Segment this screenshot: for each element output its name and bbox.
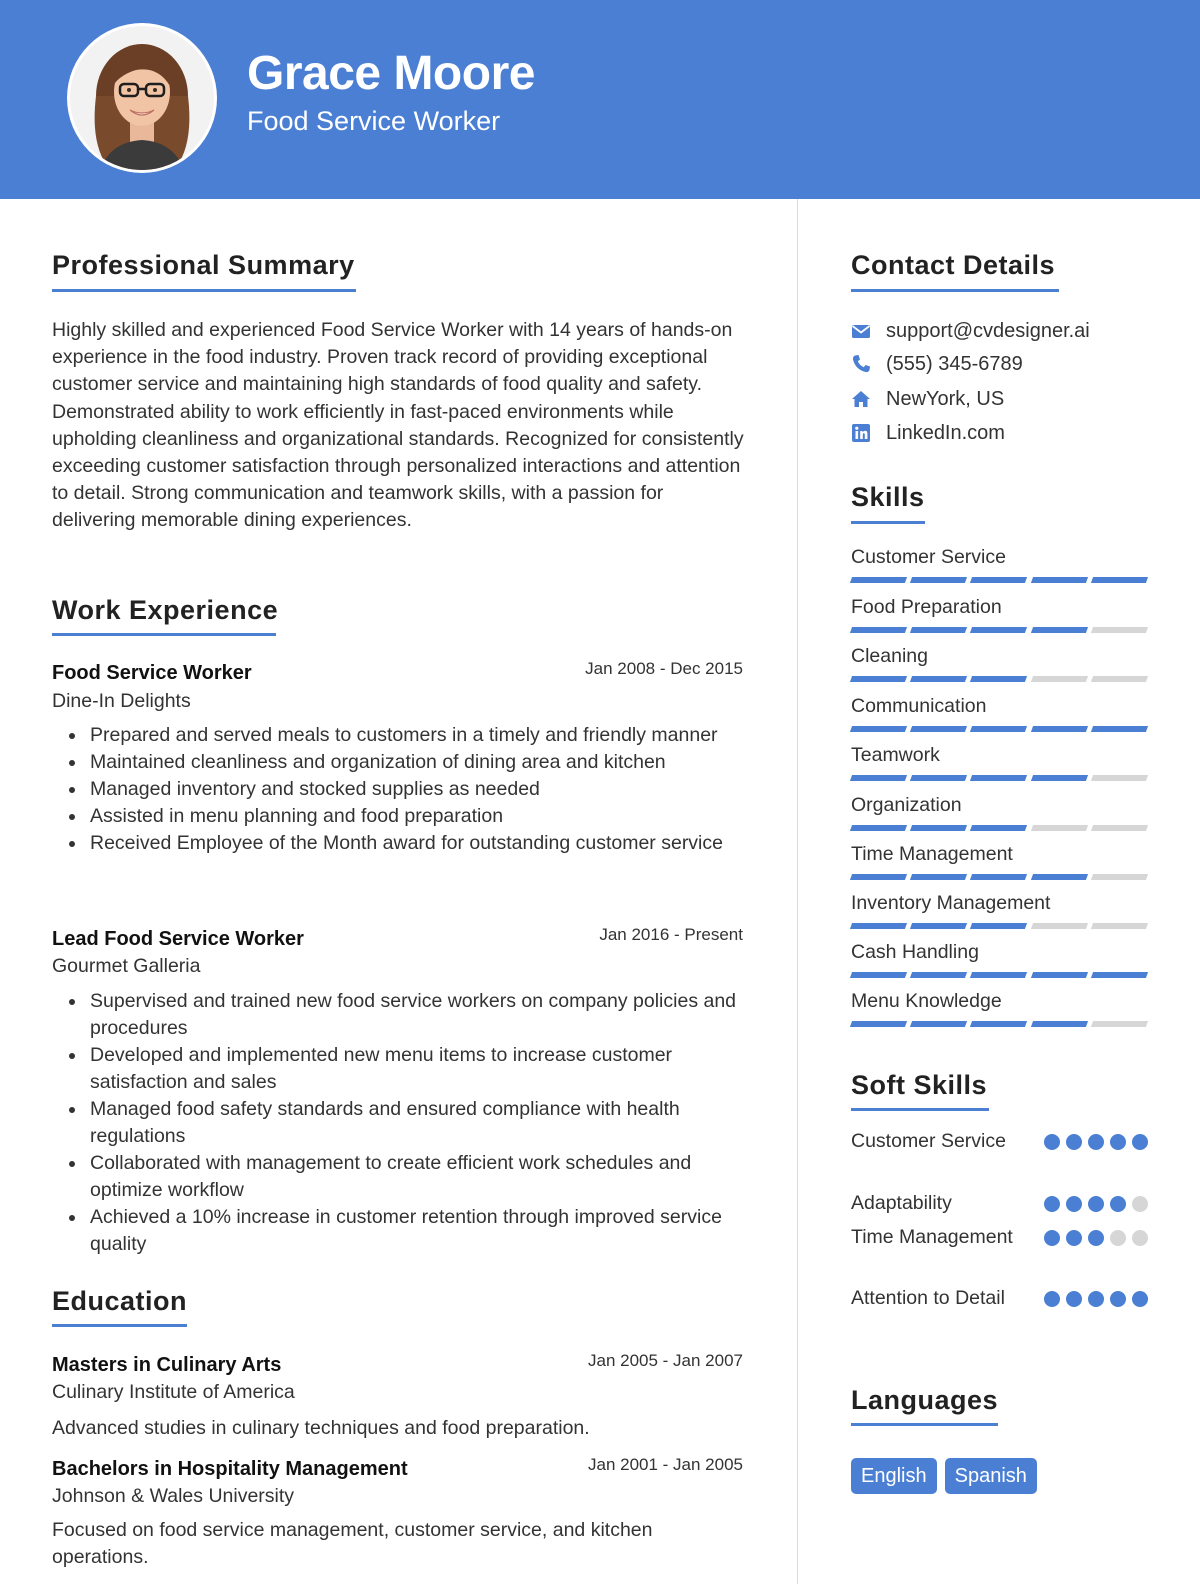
soft-skills-heading: Soft Skills (851, 1070, 988, 1100)
rating-dot (1066, 1196, 1082, 1212)
list-item: Supervised and trained new food service workers on company policies and procedures (90, 988, 755, 1042)
list-item: Assisted in menu planning and food preparation (90, 803, 755, 830)
rating-dot (1044, 1196, 1060, 1212)
skill-level-bar (851, 726, 1147, 732)
contact-location-text: NewYork, US (886, 387, 1005, 410)
skill-level-segment (850, 1021, 907, 1027)
skill-level-bar (851, 676, 1147, 682)
job-company: Dine-In Delights (52, 690, 191, 712)
skill-level-bar (851, 874, 1147, 880)
list-item: Managed food safety standards and ensured compliance with health regulations (90, 1096, 755, 1150)
linkedin-icon (851, 423, 871, 443)
list-item: Collaborated with management to create efficient work schedules and optimize workflow (90, 1150, 755, 1204)
skill-level-segment (1031, 577, 1088, 583)
languages-list (851, 1458, 1037, 1494)
rating-dot (1110, 1230, 1126, 1246)
rating-dot (1066, 1230, 1082, 1246)
contact-location (851, 386, 1004, 412)
degree-description: Focused on food service management, customer service, and kitchen operations. (52, 1519, 653, 1568)
skill-level-bar (851, 775, 1147, 781)
skill-level-segment (910, 775, 967, 781)
skill-label: Menu Knowledge (851, 990, 1002, 1012)
skill-label: Cash Handling (851, 941, 979, 963)
skill-level-segment (1091, 923, 1148, 929)
experience-heading: Work Experience (52, 595, 279, 625)
contact-email-text: support@cvdesigner.ai (886, 319, 1090, 342)
home-icon (851, 389, 871, 409)
contact-phone-text: (555) 345-6789 (886, 352, 1023, 375)
job-date: Jan 2008 - Dec 2015 (585, 659, 743, 678)
language-badge: Spanish (945, 1458, 1037, 1494)
skill-level-segment (850, 726, 907, 732)
candidate-name: Grace Moore (247, 47, 535, 100)
skill-level-bar (851, 577, 1147, 583)
job-bullets (90, 722, 755, 857)
skill-level-segment (970, 1021, 1027, 1027)
skill-level-segment (1031, 726, 1088, 732)
soft-skill-label: Customer Service (851, 1130, 1006, 1152)
skill-level-segment (910, 1021, 967, 1027)
school-name: Culinary Institute of America (52, 1381, 295, 1403)
skill-level-segment (970, 627, 1027, 633)
skill-level-segment (910, 972, 967, 978)
degree-title: Bachelors in Hospitality Management (52, 1458, 408, 1480)
degree-date: Jan 2005 - Jan 2007 (587, 1351, 743, 1370)
skill-level-bar (851, 972, 1147, 978)
skill-level-segment (1091, 726, 1148, 732)
skill-level-segment (1031, 874, 1088, 880)
rating-dot (1044, 1230, 1060, 1246)
list-item: Prepared and served meals to customers in a timely and friendly manner (90, 722, 755, 749)
contact-underline (851, 289, 1059, 292)
summary-underline (52, 289, 356, 292)
skill-level-segment (910, 627, 967, 633)
skill-level-segment (970, 577, 1027, 583)
list-item: Developed and implemented new menu items to increase customer satisfaction and sales (90, 1042, 755, 1096)
rating-dot (1132, 1230, 1148, 1246)
skill-level-segment (1031, 972, 1088, 978)
contact-email[interactable] (851, 318, 1090, 344)
skill-label: Inventory Management (851, 892, 1051, 914)
skill-level-segment (1031, 627, 1088, 633)
education-heading: Education (52, 1286, 188, 1316)
skill-label: Customer Service (851, 546, 1006, 568)
rating-dot (1066, 1291, 1082, 1307)
degree-title: Masters in Culinary Arts (52, 1354, 282, 1376)
rating-dot (1088, 1230, 1104, 1246)
job-company: Gourmet Galleria (52, 955, 201, 977)
profile-photo-image (70, 26, 214, 170)
skill-level-segment (850, 874, 907, 880)
skill-level-segment (1031, 1021, 1088, 1027)
skill-level-segment (970, 726, 1027, 732)
school-name: Johnson & Wales University (52, 1485, 295, 1507)
list-item: Managed inventory and stocked supplies as needed (90, 776, 755, 803)
rating-dot (1132, 1291, 1148, 1307)
skill-level-bar (851, 923, 1147, 929)
skill-level-segment (850, 577, 907, 583)
skill-level-segment (970, 923, 1027, 929)
phone-icon (851, 354, 871, 374)
summary-text: Highly skilled and experienced Food Service Worker with 14 years of hands-on experience in the food industry. Proven track record of providing exceptional customer service and maintaining high standards of food quality and safety. Demonstrated ability to work efficiently in fast-paced environments while upholding cleanliness and organizational standards. Recognized for consistently exceeding customer satisfaction through personalized interactions and attention to detail. Strong communication and teamwork skills, with a passion for delivering memorable dining experiences. (52, 319, 744, 532)
rating-dot (1088, 1196, 1104, 1212)
skill-level-segment (1091, 676, 1148, 682)
soft-skill-label: Time Management (851, 1226, 1013, 1248)
job-title: Food Service Worker (52, 662, 252, 684)
degree-date: Jan 2001 - Jan 2005 (587, 1455, 743, 1474)
skill-level-segment (970, 775, 1027, 781)
skill-level-segment (910, 874, 967, 880)
skills-underline (851, 521, 925, 524)
skill-label: Time Management (851, 843, 1013, 865)
skill-level-segment (850, 627, 907, 633)
list-item: Maintained cleanliness and organization of dining area and kitchen (90, 749, 755, 776)
rating-dot (1088, 1134, 1104, 1150)
skill-level-segment (1031, 825, 1088, 831)
contact-phone[interactable] (851, 351, 1023, 377)
contact-linkedin[interactable] (851, 420, 1005, 446)
rating-dot (1110, 1196, 1126, 1212)
rating-dot (1066, 1134, 1082, 1150)
skill-level-segment (970, 972, 1027, 978)
skill-level-segment (910, 577, 967, 583)
language-badge: English (851, 1458, 937, 1494)
contact-heading: Contact Details (851, 250, 1056, 280)
soft-skill-rating (1044, 1196, 1148, 1212)
rating-dot (1110, 1134, 1126, 1150)
skill-level-segment (910, 923, 967, 929)
skill-label: Organization (851, 794, 962, 816)
rating-dot (1110, 1291, 1126, 1307)
skill-level-segment (1031, 676, 1088, 682)
skill-label: Cleaning (851, 645, 928, 667)
soft-skill-rating (1044, 1291, 1148, 1307)
skill-level-segment (850, 775, 907, 781)
profile-photo (67, 23, 217, 173)
rating-dot (1088, 1291, 1104, 1307)
summary-heading: Professional Summary (52, 250, 355, 280)
skill-level-segment (910, 726, 967, 732)
rating-dot (1132, 1134, 1148, 1150)
languages-underline (851, 1423, 998, 1426)
skill-level-segment (910, 676, 967, 682)
skill-level-segment (910, 825, 967, 831)
envelope-icon (851, 321, 871, 341)
rating-dot (1132, 1196, 1148, 1212)
skill-level-segment (1091, 874, 1148, 880)
skill-level-segment (1031, 923, 1088, 929)
skill-level-segment (850, 676, 907, 682)
skill-level-segment (1091, 775, 1148, 781)
resume-header (0, 0, 1200, 199)
skill-level-segment (1031, 775, 1088, 781)
skill-level-bar (851, 627, 1147, 633)
degree-description: Advanced studies in culinary techniques and food preparation. (52, 1417, 590, 1439)
contact-linkedin-text: LinkedIn.com (886, 421, 1005, 444)
job-bullets (90, 988, 755, 1258)
soft-skill-label: Attention to Detail (851, 1287, 1005, 1309)
skill-level-segment (850, 923, 907, 929)
experience-underline (52, 633, 276, 636)
skill-label: Communication (851, 695, 987, 717)
skill-level-segment (1091, 627, 1148, 633)
skill-level-segment (1091, 1021, 1148, 1027)
rating-dot (1044, 1134, 1060, 1150)
skills-heading: Skills (851, 482, 925, 512)
skill-level-segment (970, 874, 1027, 880)
skill-level-segment (970, 676, 1027, 682)
skill-level-segment (850, 972, 907, 978)
soft-skill-label: Adaptability (851, 1192, 952, 1214)
skill-level-segment (850, 825, 907, 831)
skill-level-segment (970, 825, 1027, 831)
skill-label: Teamwork (851, 744, 940, 766)
skill-level-segment (1091, 577, 1148, 583)
soft-skills-underline (851, 1108, 989, 1111)
languages-heading: Languages (851, 1385, 999, 1415)
skill-level-segment (1091, 972, 1148, 978)
education-underline (52, 1324, 187, 1327)
list-item: Received Employee of the Month award for outstanding customer service (90, 830, 755, 857)
list-item: Achieved a 10% increase in customer retention through improved service quality (90, 1204, 755, 1258)
candidate-title: Food Service Worker (247, 106, 501, 136)
job-date: Jan 2016 - Present (599, 925, 743, 944)
skill-level-segment (1091, 825, 1148, 831)
skill-label: Food Preparation (851, 596, 1002, 618)
skill-level-bar (851, 825, 1147, 831)
skill-level-bar (851, 1021, 1147, 1027)
column-divider (797, 199, 798, 1584)
job-title: Lead Food Service Worker (52, 928, 304, 950)
soft-skill-rating (1044, 1230, 1148, 1246)
rating-dot (1044, 1291, 1060, 1307)
soft-skill-rating (1044, 1134, 1148, 1150)
